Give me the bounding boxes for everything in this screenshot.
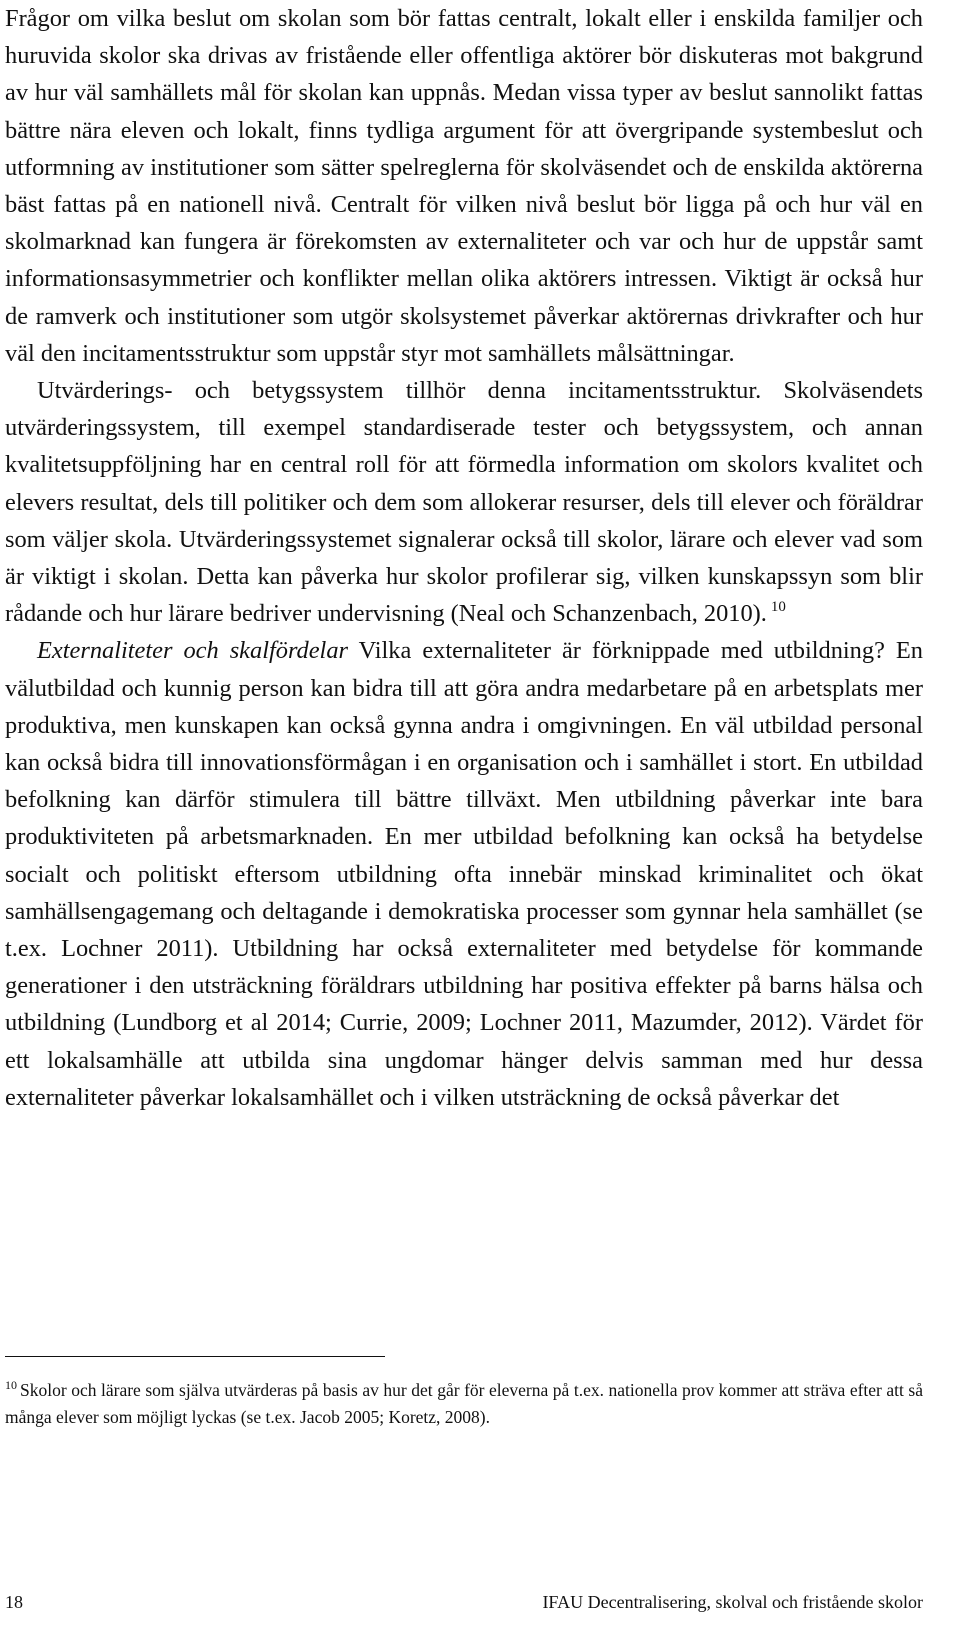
footnote-number: 10	[5, 1378, 17, 1392]
paragraph-3	[5, 632, 923, 1116]
paragraph-1: Frågor om vilka beslut om skolan som bör fattas centralt, lokalt eller i enskilda familjer och huruvida skolor ska drivas av fristående eller offentliga aktörer bör diskuteras mot bakgrund av hur väl samhällets mål för skolan kan uppnås. Medan vissa typer av beslut sannolikt fattas bättre nära eleven och lokalt, finns tydliga argument för att övergripande systembeslut och utformning av institutioner som sätter spelreglerna för skolväsendet och de enskilda aktörerna bäst fattas på en nationell nivå. Centralt för vilken nivå beslut bör ligga på och hur väl en skolmarknad kan fungera är förekomsten av externaliteter och var och hur de uppstår samt informationsasymmetrier och konflikter mellan olika aktörers intressen. Viktigt är också hur de ramverk och institutioner som utgör skolsystemet påverkar aktörernas drivkrafter och hur väl den incitamentsstruktur som uppstår styr mot samhällets målsättningar.	[5, 5, 923, 367]
footnote	[5, 1377, 923, 1430]
body-text	[5, 0, 923, 1116]
page-footer	[5, 1590, 923, 1614]
footnote-divider	[5, 1356, 385, 1357]
running-title: IFAU Decentralisering, skolval och fristående skolor	[542, 1592, 923, 1612]
paragraph-3-heading: Externaliteter och skalfördelar	[37, 637, 349, 665]
paragraph-2	[5, 372, 923, 632]
paragraph-2-text: Utvärderings- och betygssystem tillhör denna incitamentsstruktur. Skolväsendets utvärderingssystem, till exempel standardiserade tester och betygssystem, och annan kvalitetsuppföljning har en central roll för att förmedla information om skolors kvalitet och elevers resultat, dels till politiker och dem som allokerar resurser, dels till elever och föräldrar som väljer skola. Utvärderingssystemet signalerar också till skolor, lärare och elever vad som är viktigt i skolan. Detta kan påverka hur skolor profilerar sig, vilken kunskapssyn som blir rådande och hur lärare bedriver undervisning (Neal och Schanzenbach, 2010).	[5, 377, 923, 628]
footnote-text: Skolor och lärare som själva utvärderas på basis av hur det går för eleverna på t.ex. nationella prov kommer att sträva efter att så många elever som möjligt lyckas (se t.ex. Jacob 2005; Koretz, 2008).	[5, 1380, 923, 1427]
page-number: 18	[5, 1592, 23, 1612]
paragraph-3-text: Vilka externaliteter är förknippade med utbildning? En välutbildad och kunnig person kan bidra till att göra andra medarbetare på en arbetsplats mer produktiva, men kunskapen kan också gynna andra i omgivningen. En väl utbildad personal kan också bidra till innovationsförmågan i en organisation och i samhället i stort. En utbildad befolkning kan därför stimulera till bättre tillväxt. Men utbildning påverkar inte bara produktiviteten på arbetsmarknaden. En mer utbildad befolkning kan också ha betydelse socialt och politiskt eftersom utbildning ofta innebär minskad kriminalitet och ökat samhällsengagemang och deltagande i demokratiska processer som gynnar hela samhället (se t.ex. Lochner 2011). Utbildning har också externaliteter med betydelse för kommande generationer i den utsträckning föräldrars utbildning har positiva effekter på barns hälsa och utbildning (Lundborg et al 2014; Currie, 2009; Lochner 2011, Mazumder, 2012). Värdet för ett lokalsamhälle att utbilda sina ungdomar hänger delvis samman med hur dessa externaliteter påverkar lokalsamhället och i vilken utsträckning de också påverkar det	[5, 637, 923, 1111]
footnote-reference[interactable]: 10	[770, 599, 786, 616]
